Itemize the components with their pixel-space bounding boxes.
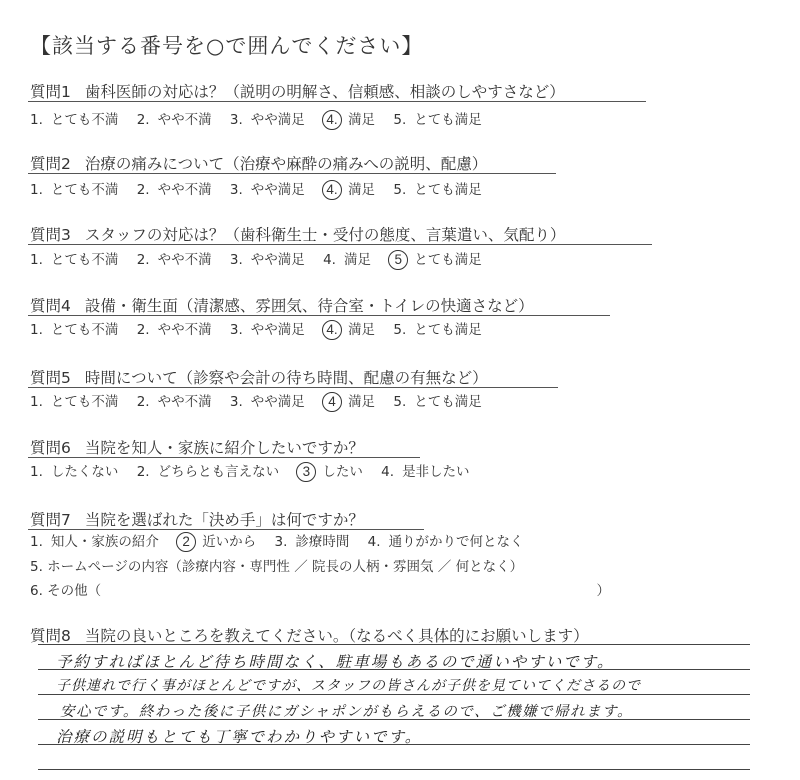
question-1-number: 質問1 [30,83,71,101]
q6-option-1-number: 1. [30,464,43,480]
question-5-underline [28,387,558,388]
q3-option-4-label: 満足 [343,252,371,268]
q5-option-3-label: やや満足 [250,394,305,410]
q7-option-3[interactable] [274,530,349,550]
q2-option-2[interactable] [137,178,212,198]
q5-option-2[interactable] [137,390,212,410]
q2-option-4[interactable] [323,178,375,200]
question-8-text: 当院の良いところを教えてください。（なるべく具体的にお願いします） [84,627,589,645]
question-3-options [30,248,496,270]
q3-option-3-number: 3. [229,252,243,268]
q2-option-5-label: とても満足 [414,182,482,198]
q5-option-4-label: 満足 [348,394,376,410]
question-2-options [30,178,496,200]
q2-option-2-label: やや不満 [157,182,212,198]
q3-option-4-number: 4. [323,252,336,268]
question-5-options [30,390,496,412]
q2-option-5[interactable] [393,178,481,198]
question-3-number: 質問3 [30,226,71,244]
q7-option-3-number: 3. [274,534,288,550]
q4-option-4-number: 4. [322,320,342,340]
question-6-number: 質問6 [30,439,71,457]
q7-option-2-label: 近いから [202,534,257,550]
q3-option-1[interactable] [30,248,118,268]
q4-option-5-number: 5. [393,322,407,338]
q1-option-2-label: やや不満 [157,112,212,128]
q4-option-2-label: やや不満 [157,322,212,338]
q5-option-4[interactable] [323,390,375,412]
question-7-text: 当院を選ばれた「決め手」は何ですか？ [84,511,364,529]
question-6-text: 当院を知人・家族に紹介したいですか？ [84,439,364,457]
q1-option-3-number: 3. [229,112,243,128]
q5-option-2-number: 2. [136,394,150,410]
q2-option-1-number: 1. [30,182,43,198]
question-2-underline [28,173,556,174]
q7-option-1[interactable] [30,530,159,550]
question-1-underline [28,101,646,102]
q5-option-5-label: とても満足 [414,394,482,410]
q3-option-3-label: やや満足 [250,252,305,268]
q5-option-1-number: 1. [30,394,43,410]
question-1-options [30,108,496,130]
q4-option-2[interactable] [137,318,212,338]
q1-option-5-label: とても満足 [414,112,482,128]
question-2-text: 治療の痛みについて（治療や麻酔の痛みへの説明、配慮） [84,155,488,173]
q1-option-4-label: 満足 [348,112,376,128]
q5-option-3[interactable] [230,390,305,410]
q6-option-4-number: 4. [381,464,395,480]
q7-option-5[interactable]: 5. ホームページの内容（診療内容・専門性 ／ 院長の人柄・雰囲気 ／ 何となく） [30,559,524,575]
q3-option-1-number: 1. [30,252,43,268]
q6-option-2-number: 2. [136,464,150,480]
question-7-header [30,508,364,530]
q7-option-6-label: 6. その他（ [30,583,102,599]
q4-option-4-label: 満足 [348,322,376,338]
answer-line [38,769,750,770]
q3-option-2-label: やや不満 [157,252,212,268]
q5-option-1-label: とても不満 [50,394,119,410]
q7-option-2-number: 2 [176,532,196,552]
q1-option-1-number: 1. [30,112,43,128]
question-2-header [30,152,487,174]
q7-option-2[interactable] [177,530,256,552]
q7-option-4[interactable] [368,530,524,550]
answer-line [38,644,750,645]
q4-option-2-number: 2. [136,322,150,338]
q3-option-5[interactable] [389,248,482,270]
q2-option-4-number: 4. [322,180,342,200]
q6-option-1[interactable] [30,460,118,480]
q1-option-3-label: やや満足 [250,112,305,128]
q3-option-2-number: 2. [136,252,150,268]
q2-option-1[interactable] [30,178,118,198]
q5-option-3-number: 3. [229,394,243,410]
q2-option-3-label: やや満足 [250,182,305,198]
q3-option-5-number: 5 [388,250,408,270]
question-6-underline [28,457,420,458]
q3-option-5-label: とても満足 [414,252,482,268]
question-4-header [30,294,534,316]
question-6-header [30,436,364,458]
question-3-header [30,223,565,245]
q6-option-3-label: したい [322,464,363,480]
q1-option-5-number: 5. [393,112,407,128]
q6-option-4[interactable] [381,460,469,480]
question-2-number: 質問2 [30,155,71,173]
q5-option-5[interactable] [393,390,481,410]
q4-option-3[interactable] [230,318,305,338]
q2-option-3[interactable] [230,178,305,198]
q7-option-6-close: ） [596,583,610,599]
question-4-number: 質問4 [30,297,71,315]
q5-option-1[interactable] [30,390,118,410]
q6-option-2-label: どちらとも言えない [157,464,280,480]
q4-option-1[interactable] [30,318,118,338]
q6-option-3[interactable] [297,460,363,482]
q1-option-1[interactable] [30,108,118,128]
q4-option-3-number: 3. [229,322,243,338]
question-7-options [30,530,538,552]
q4-option-5-label: とても満足 [414,322,482,338]
q1-option-4[interactable] [323,108,375,130]
q3-option-3[interactable] [230,248,305,268]
question-3-text: スタッフの対応は？（歯科衛生士・受付の態度、言葉遣い、気配り） [84,226,566,244]
q3-option-2[interactable] [137,248,212,268]
q2-option-5-number: 5. [393,182,407,198]
question-8-header [30,624,589,646]
q7-option-4-label: 通りがかりで何となく [388,534,524,550]
question-4-options [30,318,496,340]
answer-text-line-3: 安心です。終わった後に子供にガシャポンがもらえるので、ご機嫌で帰れます。 [60,704,633,720]
question-1-text: 歯科医師の対応は？（説明の明解さ、信頼感、相談のしやすさなど） [84,83,565,101]
question-4-text: 設備・衛生面（清潔感、雰囲気、待合室・トイレの快適さなど） [84,297,534,315]
q1-option-2-number: 2. [136,112,150,128]
q7-option-4-number: 4. [367,534,381,550]
q2-option-3-number: 3. [229,182,243,198]
question-4-underline [28,315,610,316]
question-5-number: 質問5 [30,369,71,387]
question-5-text: 時間について（診察や会計の待ち時間、配慮の有無など） [84,369,488,387]
q6-option-3-number: 3 [296,462,316,482]
q1-option-1-label: とても不満 [50,112,119,128]
q2-option-2-number: 2. [136,182,150,198]
q3-option-4[interactable] [323,248,371,268]
question-6-options [30,460,484,482]
q4-option-1-label: とても不満 [50,322,119,338]
question-8-number: 質問8 [30,627,71,645]
question-7-number: 質問7 [30,511,71,529]
q6-option-1-label: したくない [50,464,119,480]
answer-text-line-2: 子供連れで行く事がほとんどですが、スタッフの皆さんが子供を見ていてくださるので [56,678,641,694]
q1-option-3[interactable] [230,108,305,128]
q6-option-4-label: 是非したい [402,464,470,480]
q6-option-2[interactable] [137,460,279,480]
q7-option-1-number: 1. [30,534,43,550]
q4-option-1-number: 1. [30,322,43,338]
q7-option-6-other[interactable] [30,579,610,599]
q4-option-5[interactable] [393,318,481,338]
q4-option-4[interactable] [323,318,375,340]
q5-option-5-number: 5. [393,394,407,410]
q5-option-4-number: 4 [322,392,342,412]
answer-text-line-1: 予約すればほとんど待ち時間なく、駐車場もあるので通いやすいです。 [56,653,615,671]
question-3-underline [28,244,652,245]
q4-option-3-label: やや満足 [250,322,305,338]
q1-option-2[interactable] [137,108,212,128]
question-1-header [30,80,565,102]
q7-option-1-label: 知人・家族の紹介 [50,534,159,550]
answer-text-line-4: 治療の説明もとても丁寧でわかりやすいです。 [56,728,423,746]
question-5-header [30,366,488,388]
q2-option-1-label: とても不満 [50,182,119,198]
q1-option-4-number: 4. [322,110,342,130]
q2-option-4-label: 満足 [348,182,376,198]
q7-option-3-label: 診療時間 [295,534,350,550]
q1-option-5[interactable] [393,108,481,128]
page-title: 【該当する番号を○で囲んでください】 [30,34,424,58]
q5-option-2-label: やや不満 [157,394,212,410]
q3-option-1-label: とても不満 [50,252,119,268]
